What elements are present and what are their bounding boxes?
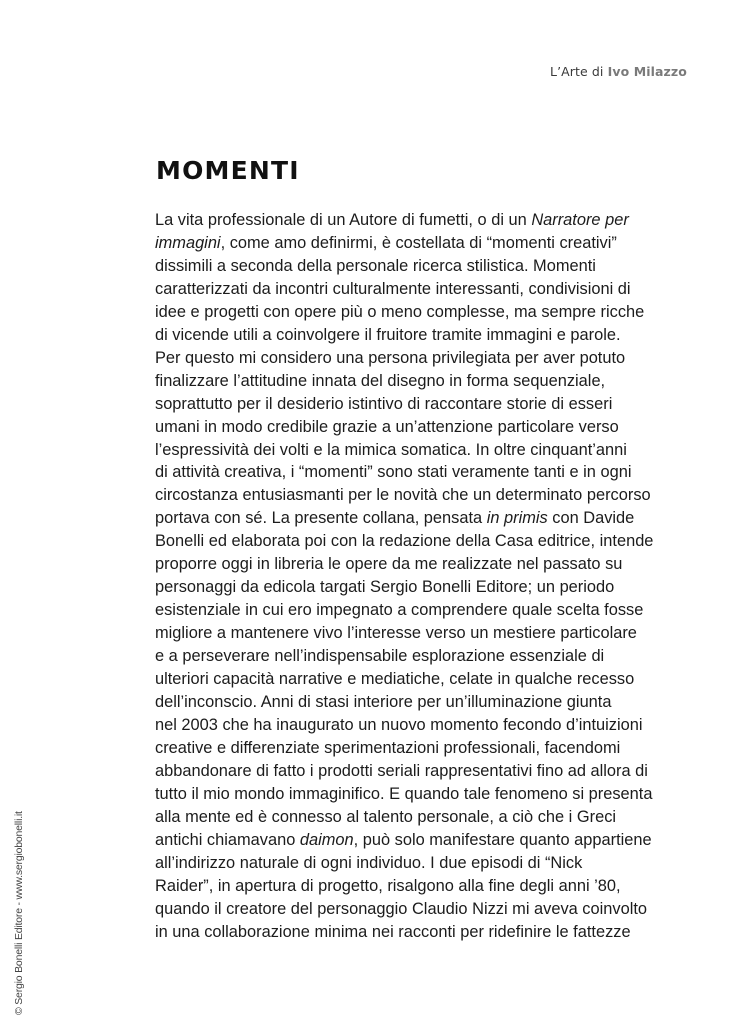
body-line: [155, 783, 735, 806]
body-line: [155, 737, 735, 760]
text-run: tutto il mio mondo immaginifico. E quando tale fenomeno si presenta: [155, 784, 653, 803]
text-run: circostanza entusiasmanti per le novità che un determinato percorso: [155, 486, 651, 505]
text-run: ulteriori capacità narrative e mediatiche, celate in qualche recesso: [155, 670, 635, 689]
text-run: idee e progetti con opere più o meno complesse, ma sempre ricche: [155, 302, 645, 321]
body-line: [155, 416, 735, 439]
body-line: [155, 347, 735, 370]
body-line: [155, 806, 735, 829]
text-run: l’espressività dei volti e la mimica somatica. In oltre cinquant’anni: [155, 440, 627, 459]
body-line: [155, 301, 735, 324]
text-run: di vicende utili a coinvolgere il fruitore tramite immagini e parole.: [155, 325, 621, 344]
running-header: [550, 64, 687, 79]
body-line: [155, 645, 735, 668]
text-run: antichi chiamavano: [155, 830, 300, 849]
body-line: [155, 898, 735, 921]
text-run: alla mente ed è connesso al talento personale, a ciò che i Greci: [155, 807, 617, 826]
text-run: proporre oggi in libreria le opere da me realizzate nel passato su: [155, 555, 623, 574]
text-run: Per questo mi considero una persona privilegiata per aver potuto: [155, 348, 626, 367]
body-line: [155, 829, 735, 852]
text-run: caratterizzati da incontri culturalmente interessanti, condivisioni di: [155, 279, 631, 298]
body-line: [155, 714, 735, 737]
text-run: con Davide: [547, 509, 635, 528]
italic-text: Narratore per: [531, 211, 629, 229]
text-run: umani in modo credibile grazie a un’attenzione particolare verso: [155, 417, 619, 436]
text-run: e a perseverare nell’indispensabile esplorazione essenziale di: [155, 647, 605, 666]
body-line: [155, 370, 735, 393]
body-line: [155, 484, 735, 507]
body-line: [155, 393, 735, 416]
italic-text: immagini: [155, 233, 221, 252]
italic-text: daimon: [299, 830, 354, 849]
body-line: [155, 576, 735, 599]
italic-text: in primis: [486, 509, 548, 528]
text-run: finalizzare l’attitudine innata del disegno in forma sequenziale,: [155, 371, 606, 390]
body-line: [155, 255, 735, 278]
text-run: soprattutto per il desiderio istintivo di raccontare storie di esseri: [155, 394, 613, 413]
text-run: all’indirizzo naturale di ogni individuo. I due episodi di “Nick: [155, 853, 583, 872]
text-run: , come amo definirmi, è costellata di “momenti creativi”: [220, 233, 617, 252]
body-line: [155, 622, 735, 645]
text-run: abbandonare di fatto i prodotti seriali rappresentativi fino ad allora di: [155, 761, 648, 780]
body-line: [155, 668, 735, 691]
body-line: [155, 324, 735, 347]
text-run: , può solo manifestare quanto appartiene: [353, 830, 652, 849]
text-run: esistenziale in cui ero impegnato a comprendere quale scelta fosse: [155, 601, 644, 620]
body-line: [155, 875, 735, 898]
text-run: La vita professionale di un Autore di fumetti, o di un: [155, 211, 532, 229]
chapter-title: MOMENTI: [156, 156, 300, 185]
body-line: [155, 232, 735, 255]
text-run: quando il creatore del personaggio Claudio Nizzi mi aveva coinvolto: [155, 899, 647, 918]
body-line: [155, 530, 735, 553]
text-run: Raider”, in apertura di progetto, risalgono alla fine degli anni ’80,: [155, 876, 621, 895]
body-line: [155, 553, 735, 576]
body-text: [155, 209, 735, 944]
body-line: [155, 852, 735, 875]
text-run: di attività creativa, i “momenti” sono stati veramente tanti e in ogni: [155, 463, 632, 482]
body-line: [155, 760, 735, 783]
running-header-author: Ivo Milazzo: [607, 64, 687, 79]
text-run: nel 2003 che ha inaugurato un nuovo momento fecondo d’intuizioni: [155, 715, 643, 734]
body-line: [155, 209, 735, 232]
body-line: [155, 439, 735, 462]
text-run: Bonelli ed elaborata poi con la redazione della Casa editrice, intende: [155, 532, 654, 551]
body-line: [155, 599, 735, 622]
text-run: migliore a mantenere vivo l’interesse verso un mestiere particolare: [155, 624, 637, 643]
text-run: dissimili a seconda della personale ricerca stilistica. Momenti: [155, 256, 596, 275]
body-line: [155, 278, 735, 301]
body-line: [155, 461, 735, 484]
running-header-prefix: L’Arte di: [550, 64, 608, 79]
text-run: portava con sé. La presente collana, pensata: [155, 509, 487, 528]
text-run: personaggi da edicola targati Sergio Bonelli Editore; un periodo: [155, 578, 615, 597]
copyright-credit: © Sergio Bonelli Editore - www.sergiobonelli.it: [13, 811, 25, 1015]
text-run: in una collaborazione minima nei racconti per ridefinire le fattezze: [155, 922, 631, 941]
text-run: creative e differenziate sperimentazioni professionali, facendomi: [155, 738, 621, 757]
body-line: [155, 921, 735, 944]
body-line: [155, 507, 735, 530]
text-run: dell’inconscio. Anni di stasi interiore per un’illuminazione giunta: [155, 693, 612, 712]
body-line: [155, 691, 735, 714]
